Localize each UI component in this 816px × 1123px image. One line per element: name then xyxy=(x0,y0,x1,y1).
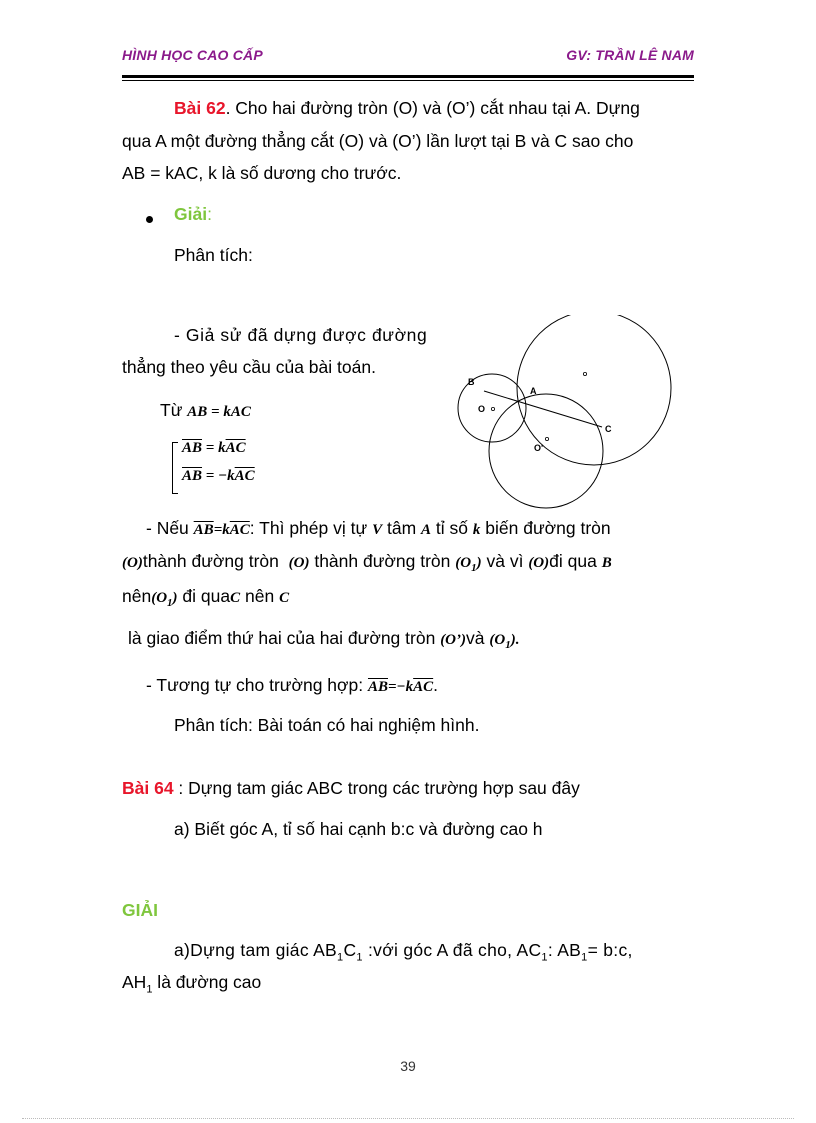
phan-tich-label: Phân tích: xyxy=(174,245,253,265)
dung-line1: a)Dựng tam giác $AB_1C_1$ :với góc A đã cho, $AC_1$: $AB_1=$ b:c, xyxy=(174,940,633,964)
header-left: HÌNH HỌC CAO CẤP xyxy=(122,47,263,63)
page-number: 39 xyxy=(400,1058,416,1074)
page-bottom-dotted-line xyxy=(22,1118,794,1119)
center-dot-2 xyxy=(491,407,494,410)
dung-line2: $AH_1$ là đường cao xyxy=(122,972,262,996)
giai-heading: Giải: xyxy=(174,204,212,224)
gia-su-line1: - Giả sử đã dựng được đường xyxy=(174,325,428,345)
bai64-a: a) Biết góc A, tỉ số hai cạnh b:c và đường cao h xyxy=(174,819,543,839)
bai64-line: Bài 64 : Dựng tam giác ABC trong các trường hợp sau đây xyxy=(122,778,580,798)
bai62-line2: qua A một đường thẳng cắt (O) và (O’) lần lượt tại B và C sao cho xyxy=(122,131,634,151)
gia-su-line2: thẳng theo yêu cầu của bài toán. xyxy=(122,357,376,377)
label-c: C xyxy=(605,424,612,434)
bai62-label: Bài 62 xyxy=(174,98,226,118)
circles-figure xyxy=(450,315,702,515)
label-o: O xyxy=(478,404,486,414)
header-rule-thick xyxy=(122,75,694,78)
header-right: GV: TRẦN LÊ NAM xyxy=(566,47,694,63)
tu-line: Từ AB = kAC xyxy=(160,400,251,420)
phan-tich-2: Phân tích: Bài toán có hai nghiệm hình. xyxy=(174,715,480,735)
system-line2: $\overline{AB} = -k\overline{AC}$ xyxy=(182,468,255,484)
neu-line1: - Nếu $\overline{AB}=k\overline{AC}$: Thì phép vị tự V tâm A tỉ số k biến đường tròn xyxy=(146,518,611,538)
label-o-prime: O' xyxy=(534,443,544,453)
center-dot-3 xyxy=(545,437,548,440)
neu-line2: (O)thành đường tròn (O) thành đường tròn $(O_1)$ và vì (O)đi qua B xyxy=(122,551,612,574)
label-b: B xyxy=(468,377,475,387)
center-dot-1 xyxy=(583,372,586,375)
bai62-line3: AB = kAC, k là số dương cho trước. xyxy=(122,163,402,183)
header-rule-thin xyxy=(122,80,694,81)
tuong-tu-line: - Tương tự cho trường hợp: $\overline{AB}=-k\overline{AC}$. xyxy=(146,675,439,695)
giai-heading-2: GIẢI xyxy=(122,900,158,920)
giao-diem-line: là giao điểm thứ hai của hai đường tròn (O’)và $(O_1)$. xyxy=(128,628,520,651)
circle-bottom xyxy=(489,394,603,508)
bai62-line1: Bài 62. Cho hai đường tròn (O) và (O’) cắt nhau tại A. Dựng xyxy=(174,98,640,118)
neu-line3: $nên(O_1)$ đi quaC nên C xyxy=(122,586,290,609)
bai64-label: Bài 64 xyxy=(122,778,174,798)
system-bracket xyxy=(172,442,178,494)
label-a: A xyxy=(530,386,537,396)
system-line1: $\overline{AB} = k\overline{AC}$ xyxy=(182,440,246,456)
bullet-icon xyxy=(146,216,153,223)
